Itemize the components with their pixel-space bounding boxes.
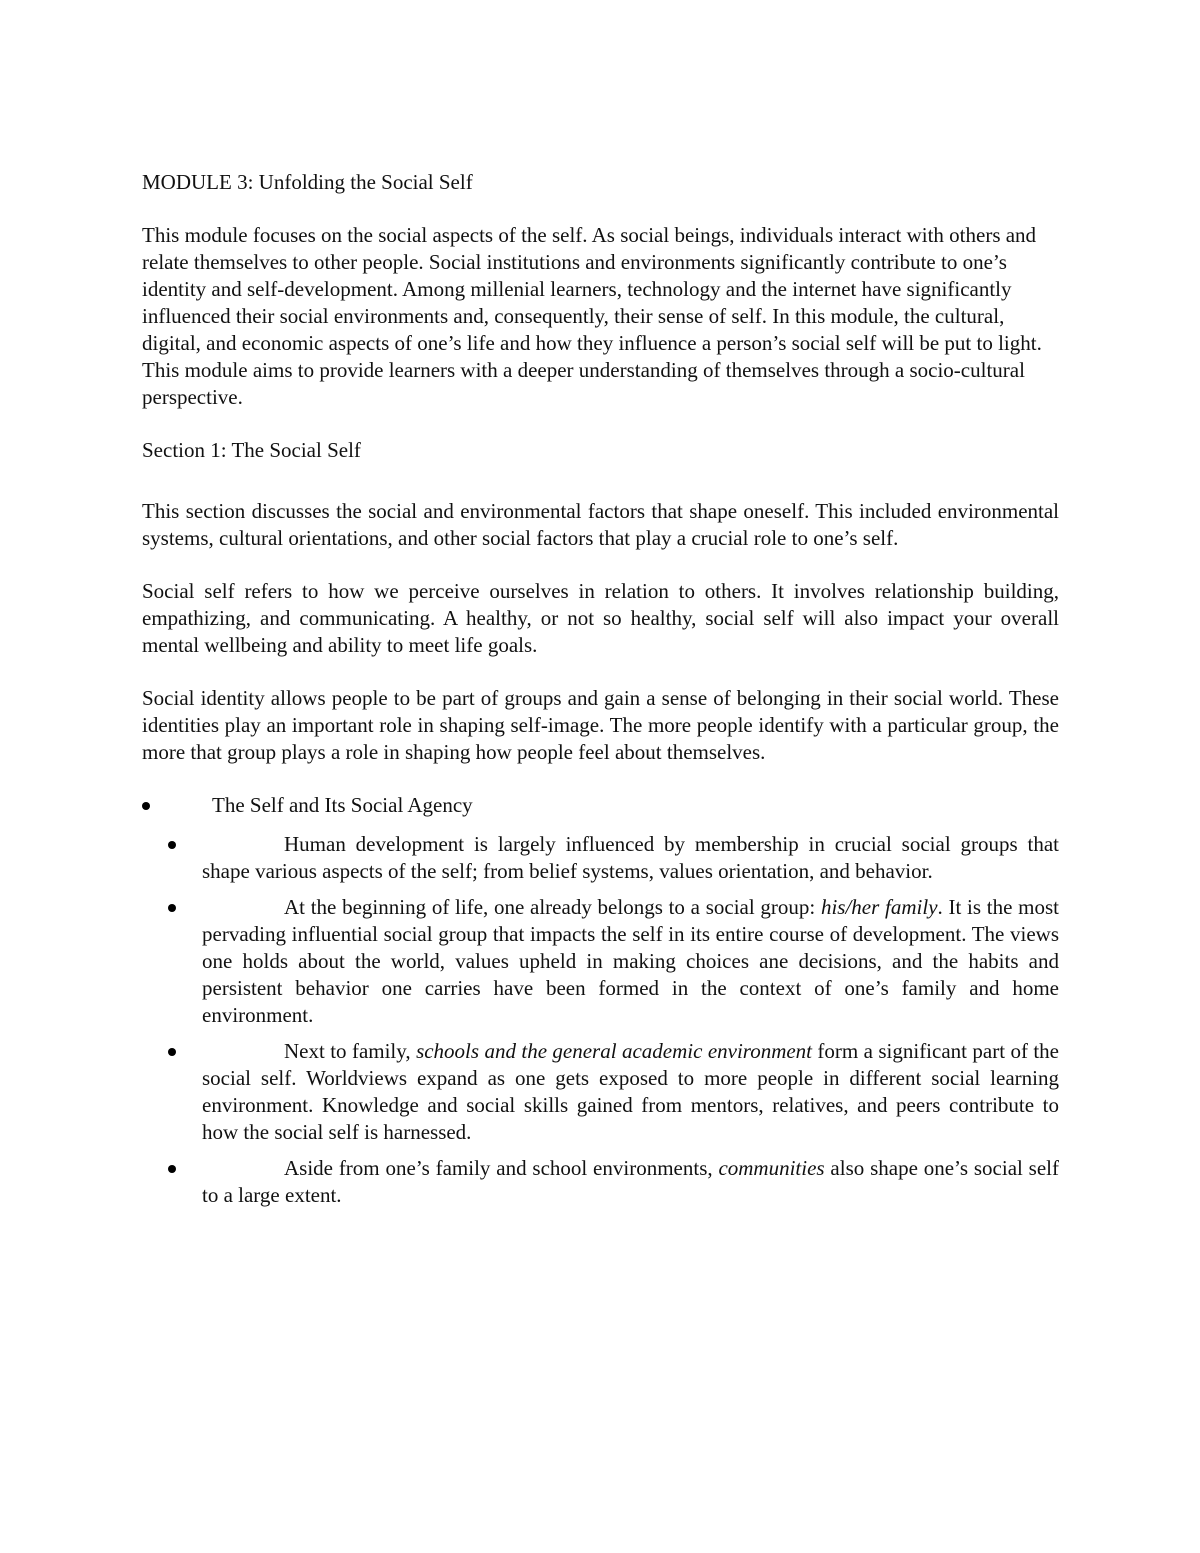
sub-bullet-item	[202, 831, 1059, 885]
section-title: Section 1: The Social Self	[142, 438, 361, 462]
intro-paragraph: This module focuses on the social aspects of the self. As social beings, individuals interact with others and relate themselves to other people. Social institutions and environments significantly contribute to one’s identity and self-development. Among millenial learners, technology and the internet have significantly influenced their social environments and, consequently, their sense of self. In this module, the cultural, digital, and economic aspects of one’s life and how they influence a person’s social self will be put to light. This module aims to provide learners with a deeper understanding of themselves through a socio-cultural perspective.	[142, 223, 1042, 409]
bullet-list-heading	[142, 792, 1059, 819]
sub-bullet-text: Human development is largely influenced by membership in crucial social groups that shape various aspects of the self; from belief systems, values orientation, and behavior.	[202, 832, 1059, 883]
paragraph-social-identity: Social identity allows people to be part of groups and gain a sense of belonging in their social world. These identities play an important role in shaping self-image. The more people identify with a particular group, the more that group plays a role in shaping how people feel about themselves.	[142, 686, 1059, 764]
sub-bullet-item	[202, 894, 1059, 1029]
sub-bullet-text-end: also shape one’s social self to a large extent.	[202, 1156, 1059, 1207]
bullet-heading-text: The Self and Its Social Agency	[212, 793, 473, 817]
bullet-icon	[168, 841, 176, 849]
sub-bullet-item	[202, 1038, 1059, 1146]
sub-bullet-emphasis: communities	[718, 1156, 825, 1180]
sub-bullet-text: Next to family,	[284, 1039, 417, 1063]
sub-bullet-emphasis: his/her family	[820, 895, 938, 919]
bullet-icon	[168, 1165, 176, 1173]
sub-bullet-item	[202, 1155, 1059, 1209]
sub-bullet-text: Aside from one’s family and school environments,	[284, 1156, 719, 1180]
paragraph-social-self: Social self refers to how we perceive ourselves in relation to others. It involves relationship building, empathizing, and communicating. A healthy, or not so healthy, social self will also impact your overall mental wellbeing and ability to meet life goals.	[142, 579, 1059, 657]
sub-bullet-text-end: form a significant part of the social self. Worldviews expand as one gets exposed to more people in different social learning environment. Knowledge and social skills gained from mentors, relatives, and peers contribute to how the social self is harnessed.	[202, 1039, 1059, 1144]
bullet-icon	[142, 802, 150, 810]
sub-bullet-text: At the beginning of life, one already belongs to a social group:	[284, 895, 821, 919]
bullet-icon	[168, 1048, 176, 1056]
sub-bullet-text-end: . It is the most pervading influential social group that impacts the self in its entire course of development. The views one holds about the world, values upheld in making choices ane decisions, and the habits and persistent behavior one carries have been formed in the context of one’s family and home environment.	[202, 895, 1060, 1027]
sub-bullet-emphasis: schools and the general academic environment	[416, 1039, 813, 1063]
paragraph-section-overview: This section discusses the social and environmental factors that shape oneself. This included environmental systems, cultural orientations, and other social factors that play a crucial role to one’s self.	[142, 499, 1059, 550]
bullet-icon	[168, 904, 176, 912]
document-page	[142, 169, 1059, 1218]
module-title: MODULE 3: Unfolding the Social Self	[142, 170, 473, 194]
